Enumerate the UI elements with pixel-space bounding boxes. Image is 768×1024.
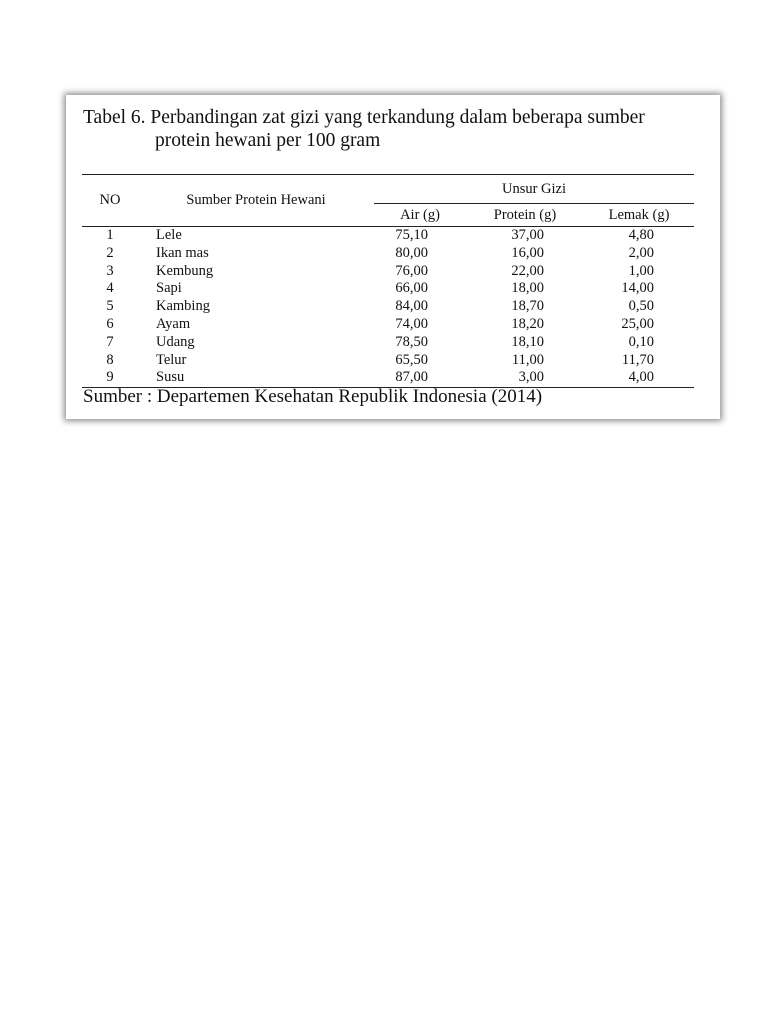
- cell-protein: 18,10: [511, 333, 544, 350]
- cell-name: Lele: [138, 227, 374, 245]
- cell-air: 75,10: [374, 227, 466, 245]
- table-row: [82, 352, 694, 370]
- cell-name: Ikan mas: [156, 244, 209, 261]
- table-caption: [83, 106, 703, 152]
- cell-protein: 18,20: [511, 315, 544, 332]
- cell-name: Kambing: [156, 298, 210, 315]
- cell-protein: 22,00: [511, 262, 544, 279]
- cell-lemak: 4,80: [584, 227, 694, 245]
- header-source: Sumber Protein Hewani: [138, 175, 374, 227]
- cell-lemak: 2,00: [628, 244, 655, 261]
- nutrition-table: [82, 174, 694, 388]
- cell-lemak: 4,00: [584, 369, 694, 387]
- cell-lemak: 25,00: [621, 315, 655, 332]
- cell-air: 87,00: [374, 369, 466, 387]
- table-row: [82, 298, 694, 316]
- cell-no: 7: [106, 333, 114, 350]
- table-row: [82, 227, 694, 245]
- header-protein: Protein (g): [466, 204, 584, 227]
- cell-protein: 16,00: [511, 244, 544, 261]
- header-no: NO: [82, 175, 138, 227]
- caption-line-1: Tabel 6. Perbandingan zat gizi yang terkandung dalam beberapa sumber: [83, 107, 645, 128]
- table-row: [82, 334, 694, 352]
- cell-name: Kembung: [156, 262, 214, 279]
- cell-lemak: 14,00: [621, 280, 655, 297]
- table-row: [82, 245, 694, 263]
- cell-protein: 18,70: [511, 298, 544, 315]
- cell-air: 66,00: [395, 280, 428, 297]
- cell-air: 76,00: [395, 262, 428, 279]
- cell-protein: 18,00: [511, 280, 544, 297]
- cell-lemak: 0,10: [628, 333, 655, 350]
- cell-no: 5: [106, 298, 114, 315]
- cell-protein: 37,00: [466, 227, 584, 245]
- header-air: Air (g): [374, 204, 466, 227]
- cell-air: 80,00: [395, 244, 428, 261]
- cell-no: 2: [106, 244, 114, 261]
- cell-no: 4: [106, 280, 114, 297]
- table-row: [82, 263, 694, 281]
- cell-lemak: 0,50: [628, 298, 655, 315]
- cell-lemak: 1,00: [628, 262, 655, 279]
- table-row: [82, 280, 694, 298]
- cell-air: 65,50: [395, 351, 428, 368]
- cell-name: Susu: [138, 369, 374, 387]
- cell-name: Sapi: [156, 280, 182, 297]
- cell-name: Ayam: [156, 315, 191, 332]
- header-unsur-gizi: Unsur Gizi: [374, 175, 694, 204]
- cell-air: 74,00: [395, 315, 428, 332]
- caption-line-2: protein hewani per 100 gram: [155, 130, 381, 151]
- table-row: [82, 316, 694, 334]
- header-lemak: Lemak (g): [584, 204, 694, 227]
- cell-air: 84,00: [395, 298, 428, 315]
- cell-protein: 3,00: [466, 369, 584, 387]
- table-source-note: Sumber : Departemen Kesehatan Republik Indonesia (2014): [83, 386, 543, 407]
- cell-lemak: 11,70: [621, 351, 655, 368]
- cell-no: 8: [106, 351, 114, 368]
- cell-name: Telur: [156, 351, 187, 368]
- cell-no: 3: [106, 262, 114, 279]
- cell-no: 9: [82, 369, 138, 387]
- table-image: [66, 95, 720, 419]
- cell-no: 6: [106, 315, 114, 332]
- cell-protein: 11,00: [511, 351, 544, 368]
- table-row: [82, 369, 694, 387]
- cell-name: Udang: [156, 333, 195, 350]
- cell-no: 1: [82, 227, 138, 245]
- cell-air: 78,50: [395, 333, 428, 350]
